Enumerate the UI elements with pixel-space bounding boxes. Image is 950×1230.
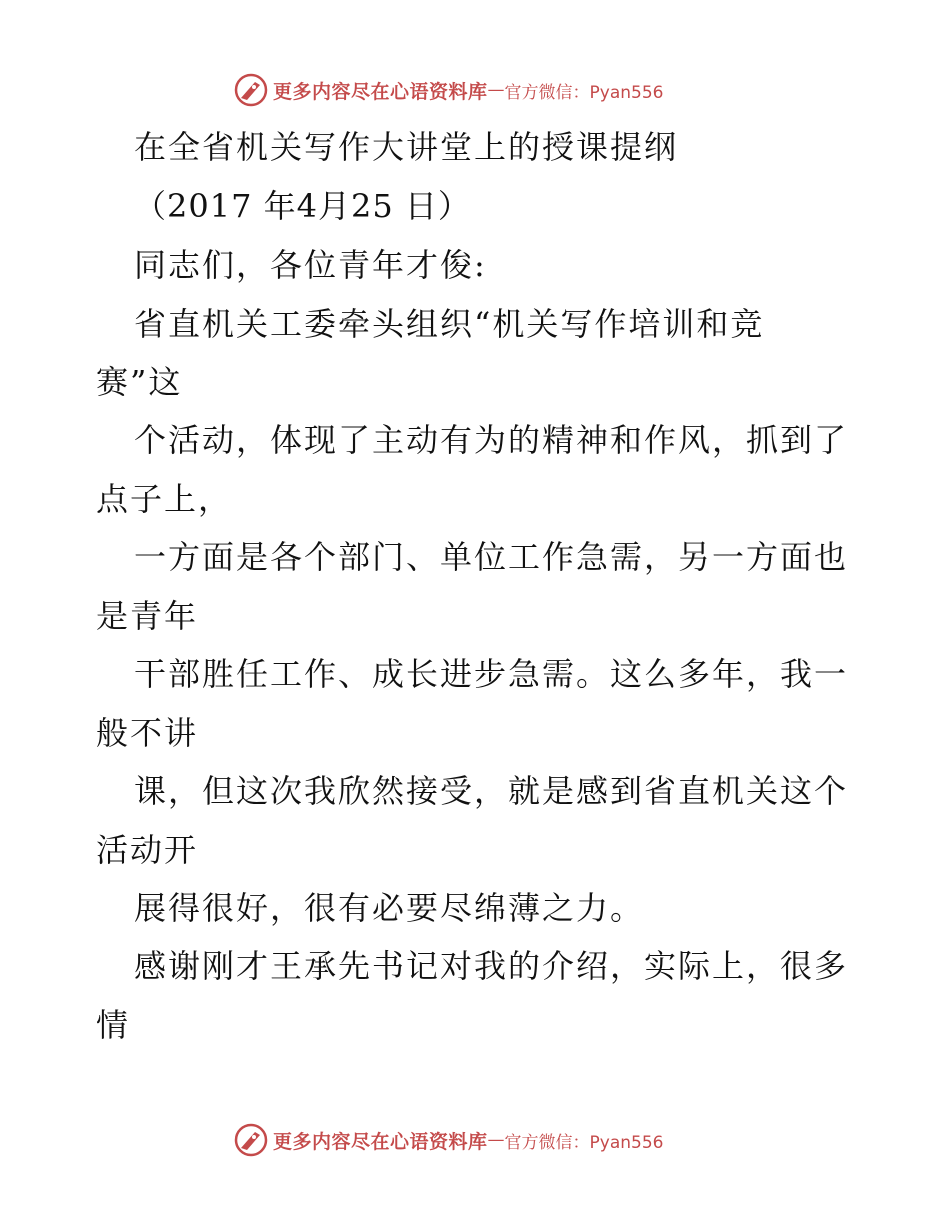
watermark-banner-top (0, 70, 950, 110)
paragraph-line: 感谢刚才王承先书记对我的介绍，实际上，很多 (134, 947, 849, 985)
watermark-dash: — (487, 80, 505, 100)
paragraph-line: 展得很好，很有必要尽绵薄之力。 (134, 889, 645, 927)
document-title: 在全省机关写作大讲堂上的授课提纲 (134, 128, 679, 166)
paragraph-line: 点子上， (96, 480, 233, 518)
paragraph-line: 个活动，体现了主动有为的精神和作风，抓到了 (134, 421, 849, 459)
paragraph-line: 是青年 (96, 597, 199, 635)
pen-nib-logo-icon (233, 1122, 269, 1158)
paragraph-line: 省直机关工委牵头组织“机关写作培训和竞 (134, 305, 765, 343)
paragraph-line: 干部胜任工作、成长进步急需。这么多年，我一 (134, 655, 849, 693)
watermark-wechat: 官方微信：Pyan556 (504, 82, 664, 103)
watermark-dash: — (487, 1130, 505, 1150)
paragraph-line: 课，但这次我欣然接受，就是感到省直机关这个 (134, 772, 849, 810)
watermark-wechat: 官方微信：Pyan556 (504, 1132, 664, 1153)
watermark-banner-bottom (0, 1120, 950, 1160)
paragraph-line: 情 (96, 1006, 131, 1044)
paragraph-line: 一方面是各个部门、单位工作急需，另一方面也 (134, 538, 849, 576)
document-date: （2017 年4月25 日） (134, 187, 471, 225)
paragraph-line: 般不讲 (96, 714, 199, 752)
paragraph-line: 赛”这 (96, 363, 183, 401)
watermark-text: 更多内容尽在心语资料库 (273, 80, 488, 103)
watermark-text: 更多内容尽在心语资料库 (273, 1130, 488, 1153)
paragraph-line: 同志们，各位青年才俊: (134, 246, 487, 284)
pen-nib-logo-icon (233, 72, 269, 108)
paragraph-line: 活动开 (96, 831, 199, 869)
